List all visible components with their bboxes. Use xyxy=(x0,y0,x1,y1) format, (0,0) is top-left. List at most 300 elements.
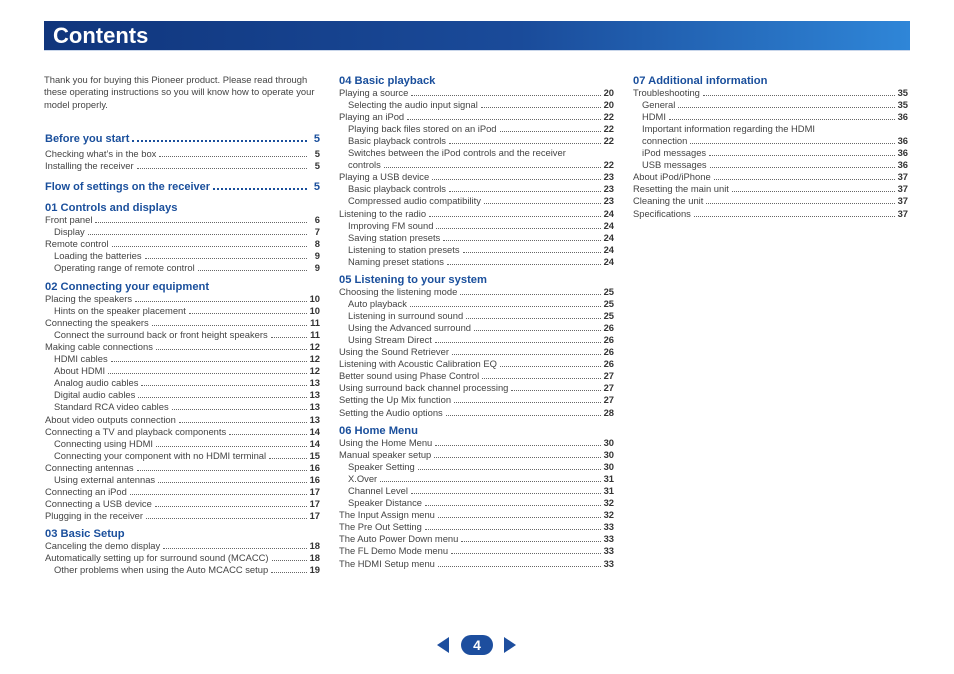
toc-entry[interactable] xyxy=(45,564,320,576)
next-page-arrow-icon[interactable] xyxy=(504,637,516,653)
entry-label: The HDMI Setup menu xyxy=(339,557,435,569)
entry-page-number: 24 xyxy=(603,231,614,243)
leader-dots xyxy=(438,566,601,567)
entry-page-number: 9 xyxy=(314,262,320,274)
entry-page-number: 32 xyxy=(603,497,614,509)
toc-entry[interactable] xyxy=(339,232,614,244)
entry-label: Connecting a TV and playback components xyxy=(45,425,227,437)
leader-dots xyxy=(156,349,307,350)
toc-entry[interactable] xyxy=(45,540,320,552)
entry-label: Setting the Audio options xyxy=(339,406,443,418)
intro-text: Thank you for buying this Pioneer product. Please read through these operating instructions so you will know how to operate your model properly. xyxy=(44,74,315,110)
entry-page-number: 33 xyxy=(603,545,614,557)
toc-entry[interactable] xyxy=(339,509,614,521)
leader-dots xyxy=(436,228,600,229)
entry-label: General xyxy=(642,99,676,111)
toc-entry[interactable] xyxy=(339,310,614,322)
entry-page-number: 13 xyxy=(309,401,320,413)
entry-page-number: 27 xyxy=(603,382,614,394)
entry-label: Switches between the iPod controls and the receiver xyxy=(348,147,566,159)
leader-dots xyxy=(158,482,306,483)
entry-label: Specifications xyxy=(633,207,691,219)
leader-dots xyxy=(137,168,307,169)
leader-dots xyxy=(137,470,307,471)
section-heading: 03 Basic Setup xyxy=(45,528,125,540)
entry-label: X.Over xyxy=(348,473,378,485)
toc-entry[interactable] xyxy=(339,473,614,485)
leader-dots xyxy=(461,541,600,542)
entry-page-number: 30 xyxy=(603,449,614,461)
page-number-badge: 4 xyxy=(461,635,493,655)
leader-dots xyxy=(669,119,895,120)
entry-label: Cleaning the unit xyxy=(633,195,704,207)
entry-label: Connecting the speakers xyxy=(45,317,149,329)
leader-dots xyxy=(500,366,601,367)
toc-entry[interactable] xyxy=(633,171,908,183)
entry-label: Listening to the radio xyxy=(339,207,427,219)
entry-page-number: 31 xyxy=(603,473,614,485)
toc-entry[interactable] xyxy=(339,87,614,99)
toc-entry[interactable] xyxy=(45,160,320,172)
section-heading: 05 Listening to your system xyxy=(339,274,487,286)
entry-label: Connecting an iPod xyxy=(45,485,127,497)
toc-entry[interactable] xyxy=(45,238,320,250)
entry-label: Plugging in the receiver xyxy=(45,509,143,521)
toc-entry[interactable] xyxy=(339,256,614,268)
leader-dots xyxy=(130,494,307,495)
entry-label: Canceling the demo display xyxy=(45,540,161,551)
entry-page-number: 13 xyxy=(309,389,320,401)
entry-page-number: 36 xyxy=(897,159,908,171)
leader-dots xyxy=(111,361,307,362)
entry-label: Listening in surround sound xyxy=(348,310,464,322)
toc-entry[interactable] xyxy=(339,461,614,473)
toc-entry[interactable] xyxy=(339,286,614,298)
page-title: Contents xyxy=(53,23,149,48)
section-heading: 07 Additional information xyxy=(633,75,768,87)
section-heading: 04 Basic playback xyxy=(339,75,436,87)
toc-entry[interactable] xyxy=(339,334,614,346)
entry-page-number: 24 xyxy=(603,207,614,219)
entry-label: The Auto Power Down menu xyxy=(339,533,459,545)
entry-label: Channel Level xyxy=(348,485,408,497)
toc-entry[interactable] xyxy=(45,498,320,510)
entry-label: Selecting the audio input signal xyxy=(348,99,478,111)
toc-entry[interactable] xyxy=(339,346,614,358)
entry-label: Other problems when using the Auto MCACC setup xyxy=(54,564,269,576)
leader-dots xyxy=(690,143,894,144)
toc-entry[interactable] xyxy=(339,558,614,570)
leader-dots xyxy=(135,301,307,302)
leader-dots xyxy=(709,155,894,156)
toc-entry[interactable] xyxy=(45,474,320,486)
toc-entry[interactable] xyxy=(633,87,908,99)
toc-entry[interactable] xyxy=(45,341,320,353)
toc-entry[interactable] xyxy=(339,147,614,159)
entry-label: Automatically setting up for surround sound (MCACC) xyxy=(45,552,269,564)
entry-page-number: 36 xyxy=(897,147,908,159)
toc-entry[interactable] xyxy=(339,159,614,171)
toc-entry[interactable] xyxy=(45,365,320,377)
entry-page-number: 33 xyxy=(603,557,614,569)
entry-page-number: 17 xyxy=(309,497,320,509)
entry-label: Saving station presets xyxy=(348,231,441,243)
entry-label: Better sound using Phase Control xyxy=(339,370,480,382)
entry-label: Remote control xyxy=(45,238,109,250)
leader-dots xyxy=(438,517,601,518)
section-heading: 01 Controls and displays xyxy=(45,202,178,214)
leader-dots xyxy=(714,179,895,180)
leader-dots xyxy=(229,434,306,435)
entry-label: Auto playback xyxy=(348,298,407,310)
leader-dots xyxy=(678,107,894,108)
toc-entry[interactable] xyxy=(339,123,614,135)
toc-entry[interactable] xyxy=(633,111,908,123)
toc-entry[interactable] xyxy=(339,407,614,419)
entry-page-number: 26 xyxy=(603,322,614,334)
leader-dots xyxy=(189,313,307,314)
entry-page-number: 6 xyxy=(314,214,320,225)
entry-label: Analog audio cables xyxy=(54,377,139,389)
leader-dots xyxy=(271,337,307,338)
leader-dots xyxy=(411,493,601,494)
entry-label: Standard RCA video cables xyxy=(54,401,169,413)
entry-page-number: 18 xyxy=(309,540,320,551)
entry-label: Making cable connections xyxy=(45,341,153,353)
entry-page-number: 26 xyxy=(603,358,614,370)
toc-entry[interactable] xyxy=(45,250,320,262)
toc-main-entry[interactable] xyxy=(45,133,320,145)
toc-entry[interactable] xyxy=(45,510,320,522)
leader-dots xyxy=(384,167,601,168)
toc-entry[interactable] xyxy=(45,426,320,438)
entry-page-number: 35 xyxy=(897,99,908,111)
toc-entry[interactable] xyxy=(339,171,614,183)
toc-entry[interactable] xyxy=(339,437,614,449)
entry-page-number: 13 xyxy=(309,377,320,389)
leader-dots xyxy=(410,306,601,307)
leader-dots xyxy=(429,216,601,217)
entry-page-number: 25 xyxy=(603,310,614,322)
leader-dots xyxy=(156,446,307,447)
leader-dots xyxy=(425,505,601,506)
toc-entry[interactable] xyxy=(339,370,614,382)
entry-label: Connecting antennas xyxy=(45,461,134,473)
toc-entry[interactable] xyxy=(633,183,908,195)
toc-entry[interactable] xyxy=(45,486,320,498)
leader-dots xyxy=(407,119,600,120)
leader-dots xyxy=(95,222,307,223)
toc-entry[interactable] xyxy=(339,449,614,461)
leader-dots xyxy=(452,354,601,355)
leader-dots xyxy=(449,143,601,144)
entry-page-number: 10 xyxy=(309,305,320,317)
toc-entry[interactable] xyxy=(339,545,614,557)
entry-page-number: 24 xyxy=(603,255,614,267)
entry-label: Using external antennas xyxy=(54,473,156,485)
toc-entry[interactable] xyxy=(45,552,320,564)
entry-label: Playing an iPod xyxy=(339,111,405,123)
entry-page-number: 35 xyxy=(897,87,908,98)
leader-dots xyxy=(198,270,307,271)
entry-label: USB messages xyxy=(642,159,707,171)
toc-entry[interactable] xyxy=(45,462,320,474)
toc-entry[interactable] xyxy=(339,99,614,111)
leader-dots xyxy=(432,179,600,180)
toc-entry[interactable] xyxy=(339,533,614,545)
entry-label: Important information regarding the HDMI xyxy=(642,123,815,135)
entry-page-number: 31 xyxy=(603,485,614,497)
leader-dots xyxy=(435,342,601,343)
entry-page-number: 37 xyxy=(897,183,908,195)
toc-entry[interactable] xyxy=(633,123,908,135)
leader-dots xyxy=(511,390,600,391)
leader-dots xyxy=(132,140,307,142)
toc-entry[interactable] xyxy=(45,414,320,426)
toc-main-entry[interactable] xyxy=(45,181,320,193)
entry-label: The Input Assign menu xyxy=(339,509,435,521)
entry-label: Placing the speakers xyxy=(45,293,133,304)
entry-page-number: 19 xyxy=(309,564,320,576)
section-heading: 02 Connecting your equipment xyxy=(45,281,210,293)
entry-label: Manual speaker setup xyxy=(339,449,432,461)
entry-label: Playing a USB device xyxy=(339,171,430,183)
toc-entry[interactable] xyxy=(45,438,320,450)
entry-label: Playing a source xyxy=(339,87,409,98)
entry-label: Listening with Acoustic Calibration EQ xyxy=(339,358,497,370)
toc-entry[interactable] xyxy=(339,485,614,497)
leader-dots xyxy=(108,373,307,374)
leader-dots xyxy=(463,252,601,253)
leader-dots xyxy=(447,264,601,265)
toc-entry[interactable] xyxy=(339,195,614,207)
leader-dots xyxy=(446,415,601,416)
toc-entry[interactable] xyxy=(633,147,908,159)
entry-page-number: 12 xyxy=(309,353,320,365)
entry-page-number: 15 xyxy=(309,449,320,461)
leader-dots xyxy=(418,469,601,470)
toc-entry[interactable] xyxy=(45,148,320,160)
toc-entry[interactable] xyxy=(339,322,614,334)
entry-page-number: 23 xyxy=(603,183,614,195)
entry-page-number: 24 xyxy=(603,219,614,231)
leader-dots xyxy=(138,397,306,398)
entry-page-number: 11 xyxy=(310,329,320,341)
entry-label: controls xyxy=(348,159,381,171)
toc-entry[interactable] xyxy=(45,214,320,226)
entry-page-number: 14 xyxy=(309,437,320,449)
entry-page-number: 17 xyxy=(309,485,320,497)
entry-label: Using the Home Menu xyxy=(339,437,433,448)
entry-page-number: 30 xyxy=(603,437,614,448)
entry-page-number: 22 xyxy=(603,123,614,135)
toc-entry[interactable] xyxy=(339,358,614,370)
entry-page-number: 36 xyxy=(897,135,908,147)
toc-entry[interactable] xyxy=(339,183,614,195)
entry-page-number: 20 xyxy=(603,87,614,98)
leader-dots xyxy=(380,481,600,482)
leader-dots xyxy=(269,458,306,459)
entry-label: Using surround back channel processing xyxy=(339,382,509,394)
entry-page-number: 5 xyxy=(313,133,320,145)
entry-page-number: 27 xyxy=(603,370,614,382)
entry-page-number: 20 xyxy=(603,99,614,111)
entry-label: Naming preset stations xyxy=(348,255,444,267)
entry-label: Listening to station presets xyxy=(348,243,460,255)
entry-page-number: 25 xyxy=(603,298,614,310)
leader-dots xyxy=(141,385,306,386)
entry-page-number: 16 xyxy=(309,473,320,485)
toc-entry[interactable] xyxy=(45,226,320,238)
entry-page-number: 33 xyxy=(603,521,614,533)
entry-label: connection xyxy=(642,135,688,147)
entry-label: Connecting using HDMI xyxy=(54,437,154,449)
entry-page-number: 14 xyxy=(309,425,320,437)
entry-label: Using the Sound Retriever xyxy=(339,346,449,358)
toc-entry[interactable] xyxy=(633,208,908,220)
entry-label: Before you start xyxy=(45,133,130,145)
toc-entry[interactable] xyxy=(45,377,320,389)
leader-dots xyxy=(706,203,894,204)
leader-dots xyxy=(481,107,601,108)
leader-dots xyxy=(272,560,307,561)
entry-label: Speaker Distance xyxy=(348,497,422,509)
toc-entry[interactable] xyxy=(339,394,614,406)
entry-page-number: 37 xyxy=(897,195,908,207)
entry-label: Improving FM sound xyxy=(348,219,434,231)
toc-entry[interactable] xyxy=(45,401,320,413)
toc-entry[interactable] xyxy=(339,111,614,123)
toc-entry[interactable] xyxy=(633,99,908,111)
entry-label: Digital audio cables xyxy=(54,389,136,401)
leader-dots xyxy=(710,167,895,168)
entry-label: Compressed audio compatibility xyxy=(348,195,481,207)
entry-page-number: 16 xyxy=(309,461,320,473)
entry-page-number: 13 xyxy=(309,413,320,425)
entry-page-number: 36 xyxy=(897,111,908,123)
entry-label: Loading the batteries xyxy=(54,250,142,262)
leader-dots xyxy=(443,240,600,241)
title-banner xyxy=(44,21,910,50)
leader-dots xyxy=(213,188,307,190)
leader-dots xyxy=(155,506,307,507)
leader-dots xyxy=(484,203,601,204)
entry-page-number: 8 xyxy=(314,238,320,250)
entry-page-number: 32 xyxy=(603,509,614,521)
toc-entry[interactable] xyxy=(339,298,614,310)
entry-label: The Pre Out Setting xyxy=(339,521,422,533)
toc-entry[interactable] xyxy=(45,317,320,329)
entry-page-number: 27 xyxy=(603,394,614,406)
leader-dots xyxy=(449,191,601,192)
toc-entry[interactable] xyxy=(45,353,320,365)
entry-label: Basic playback controls xyxy=(348,135,446,147)
entry-label: Using the Advanced surround xyxy=(348,322,471,334)
leader-dots xyxy=(451,553,600,554)
entry-page-number: 11 xyxy=(310,317,320,329)
entry-page-number: 22 xyxy=(603,111,614,123)
entry-label: Connecting your component with no HDMI terminal xyxy=(54,449,267,461)
toc-entry[interactable] xyxy=(45,450,320,462)
entry-label: The FL Demo Mode menu xyxy=(339,545,449,557)
toc-entry[interactable] xyxy=(339,521,614,533)
toc-entry[interactable] xyxy=(45,262,320,274)
entry-page-number: 37 xyxy=(897,207,908,219)
leader-dots xyxy=(163,548,306,549)
entry-label: Resetting the main unit xyxy=(633,183,729,195)
entry-label: Display xyxy=(54,226,85,238)
entry-label: Troubleshooting xyxy=(633,87,700,98)
entry-page-number: 37 xyxy=(897,171,908,183)
entry-page-number: 17 xyxy=(309,509,320,521)
toc-entry[interactable] xyxy=(633,159,908,171)
entry-label: Connecting a USB device xyxy=(45,497,152,509)
entry-label: Installing the receiver xyxy=(45,160,134,172)
leader-dots xyxy=(172,409,307,410)
leader-dots xyxy=(425,529,601,530)
entry-label: Connect the surround back or front height speakers xyxy=(54,329,268,341)
entry-label: About video outputs connection xyxy=(45,413,176,425)
leader-dots xyxy=(500,131,601,132)
leader-dots xyxy=(694,216,895,217)
leader-dots xyxy=(159,156,307,157)
entry-label: iPod messages xyxy=(642,147,707,159)
leader-dots xyxy=(482,378,600,379)
entry-label: Using Stream Direct xyxy=(348,334,432,346)
toc-entry[interactable] xyxy=(339,208,614,220)
entry-page-number: 24 xyxy=(603,243,614,255)
leader-dots xyxy=(112,246,307,247)
entry-page-number: 12 xyxy=(309,365,320,377)
toc-entry[interactable] xyxy=(339,220,614,232)
entry-page-number: 9 xyxy=(314,250,320,262)
toc-entry[interactable] xyxy=(339,382,614,394)
entry-label: Flow of settings on the receiver xyxy=(45,181,211,193)
entry-page-number: 26 xyxy=(603,346,614,358)
entry-page-number: 22 xyxy=(603,135,614,147)
toc-entry[interactable] xyxy=(45,389,320,401)
entry-label: Setting the Up Mix function xyxy=(339,394,452,406)
entry-label: About iPod/iPhone xyxy=(633,171,711,183)
page-navigation xyxy=(437,634,517,656)
entry-page-number: 5 xyxy=(314,148,320,159)
leader-dots xyxy=(271,572,306,573)
toc-entry[interactable] xyxy=(633,195,908,207)
section-heading: 06 Home Menu xyxy=(339,425,418,437)
toc-entry[interactable] xyxy=(45,329,320,341)
entry-page-number: 18 xyxy=(309,552,320,564)
entry-label: Playing back files stored on an iPod xyxy=(348,123,497,135)
toc-entry[interactable] xyxy=(45,293,320,305)
toc-entry[interactable] xyxy=(633,135,908,147)
toc-entry[interactable] xyxy=(45,305,320,317)
leader-dots xyxy=(474,330,601,331)
leader-dots xyxy=(179,422,307,423)
entry-label: HDMI xyxy=(642,111,666,123)
toc-entry[interactable] xyxy=(339,244,614,256)
entry-page-number: 5 xyxy=(313,181,320,193)
entry-label: Checking what’s in the box xyxy=(45,148,157,159)
entry-label: Choosing the listening mode xyxy=(339,286,458,297)
entry-page-number: 23 xyxy=(603,171,614,183)
leader-dots xyxy=(88,234,307,235)
toc-entry[interactable] xyxy=(339,135,614,147)
entry-page-number: 30 xyxy=(603,461,614,473)
toc-entry[interactable] xyxy=(339,497,614,509)
leader-dots xyxy=(466,318,600,319)
entry-page-number: 12 xyxy=(309,341,320,353)
previous-page-arrow-icon[interactable] xyxy=(437,637,449,653)
